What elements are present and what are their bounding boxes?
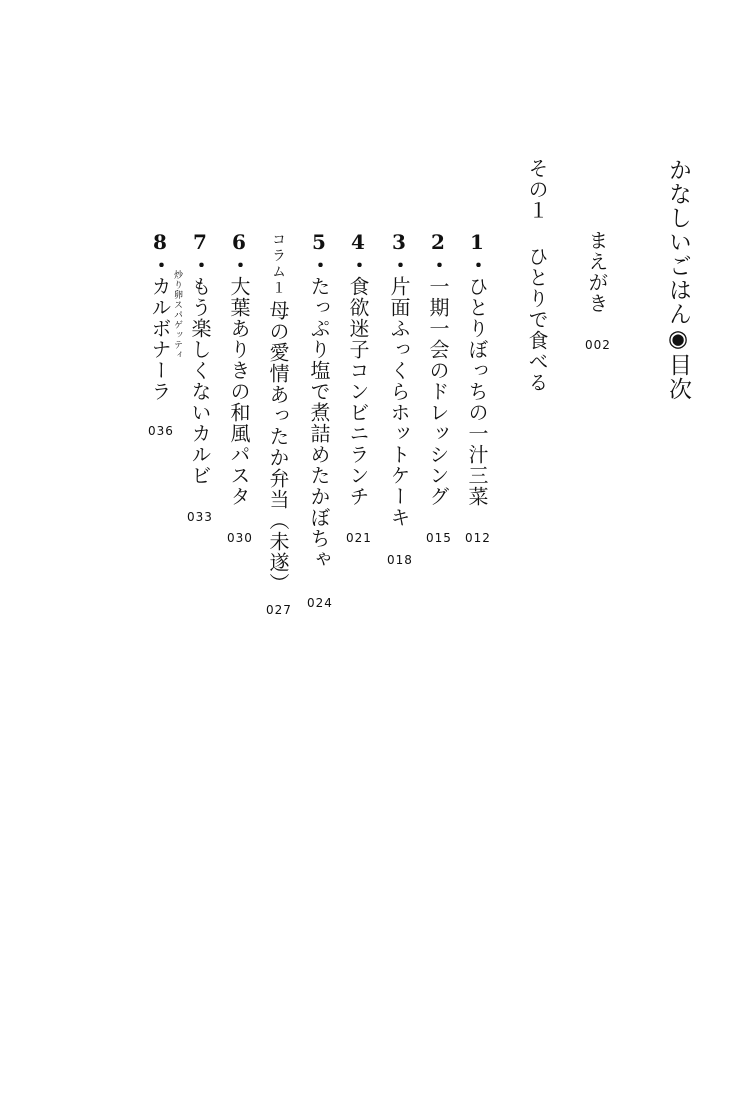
entry-number: 5	[307, 230, 331, 255]
entry-dot: ・	[346, 255, 370, 276]
entry-dot: ・	[426, 255, 450, 276]
column-title: 母の愛情あったか弁当（未遂）	[266, 300, 290, 594]
entry-title: 片面ふっくらホットケーキ	[387, 276, 411, 528]
entry-dot: ・	[387, 255, 411, 276]
entry-3-page: 018	[387, 553, 413, 567]
column-label: コラム１	[270, 232, 286, 296]
entry-title: ひとりぼっちの一汁三菜	[465, 276, 489, 507]
entry-number: 4	[346, 230, 370, 255]
entry-title: もう楽しくないカルビ	[188, 276, 212, 486]
toc-entry-7[interactable]	[190, 230, 210, 486]
entry-number: 6	[227, 230, 251, 255]
entry-1-page: 012	[465, 531, 491, 545]
entry-title: 食欲迷子コンビニランチ	[346, 276, 370, 507]
entry-number: 2	[426, 230, 450, 255]
toc-entry-4[interactable]	[348, 230, 368, 507]
toc-entry-6[interactable]	[229, 230, 249, 507]
entry-6-page: 030	[227, 531, 253, 545]
entry-5-page: 024	[307, 596, 333, 610]
entry-number: 8	[148, 230, 172, 255]
entry-dot: ・	[465, 255, 489, 276]
entry-number: 3	[387, 230, 411, 255]
entry-dot: ・	[227, 255, 251, 276]
entry-8-page: 036	[148, 424, 174, 438]
entry-dot: ・	[188, 255, 212, 276]
entry-title: たっぷり塩で煮詰めたかぼちゃ	[307, 276, 331, 570]
entry-dot: ・	[148, 255, 172, 276]
entry-8-ruby: 炒り卵スパゲッティ	[172, 270, 182, 360]
preface-label: まえがき	[585, 230, 609, 314]
column-page: 027	[266, 603, 292, 617]
entry-number: 1	[465, 230, 489, 255]
toc-entry-5[interactable]	[309, 230, 329, 570]
column-entry[interactable]	[268, 232, 288, 594]
entry-title: 大葉ありきの和風パスタ	[227, 276, 251, 507]
preface-page: 002	[585, 338, 611, 352]
toc-entry-2[interactable]	[428, 230, 448, 507]
entry-2-page: 015	[426, 531, 452, 545]
entry-4-page: 021	[346, 531, 372, 545]
entry-number: 7	[188, 230, 212, 255]
entry-title: カルボナーラ	[148, 276, 172, 402]
section-heading: その１ ひとりで食べる	[525, 158, 549, 393]
toc-entry-8[interactable]	[150, 230, 170, 402]
entry-7-page: 033	[187, 510, 213, 524]
toc-title: かなしいごはん◉目次	[665, 158, 691, 401]
entry-title: 一期一会のドレッシング	[426, 276, 450, 507]
toc-entry-3[interactable]	[389, 230, 409, 528]
toc-entry-1[interactable]	[467, 230, 487, 507]
entry-dot: ・	[307, 255, 331, 276]
